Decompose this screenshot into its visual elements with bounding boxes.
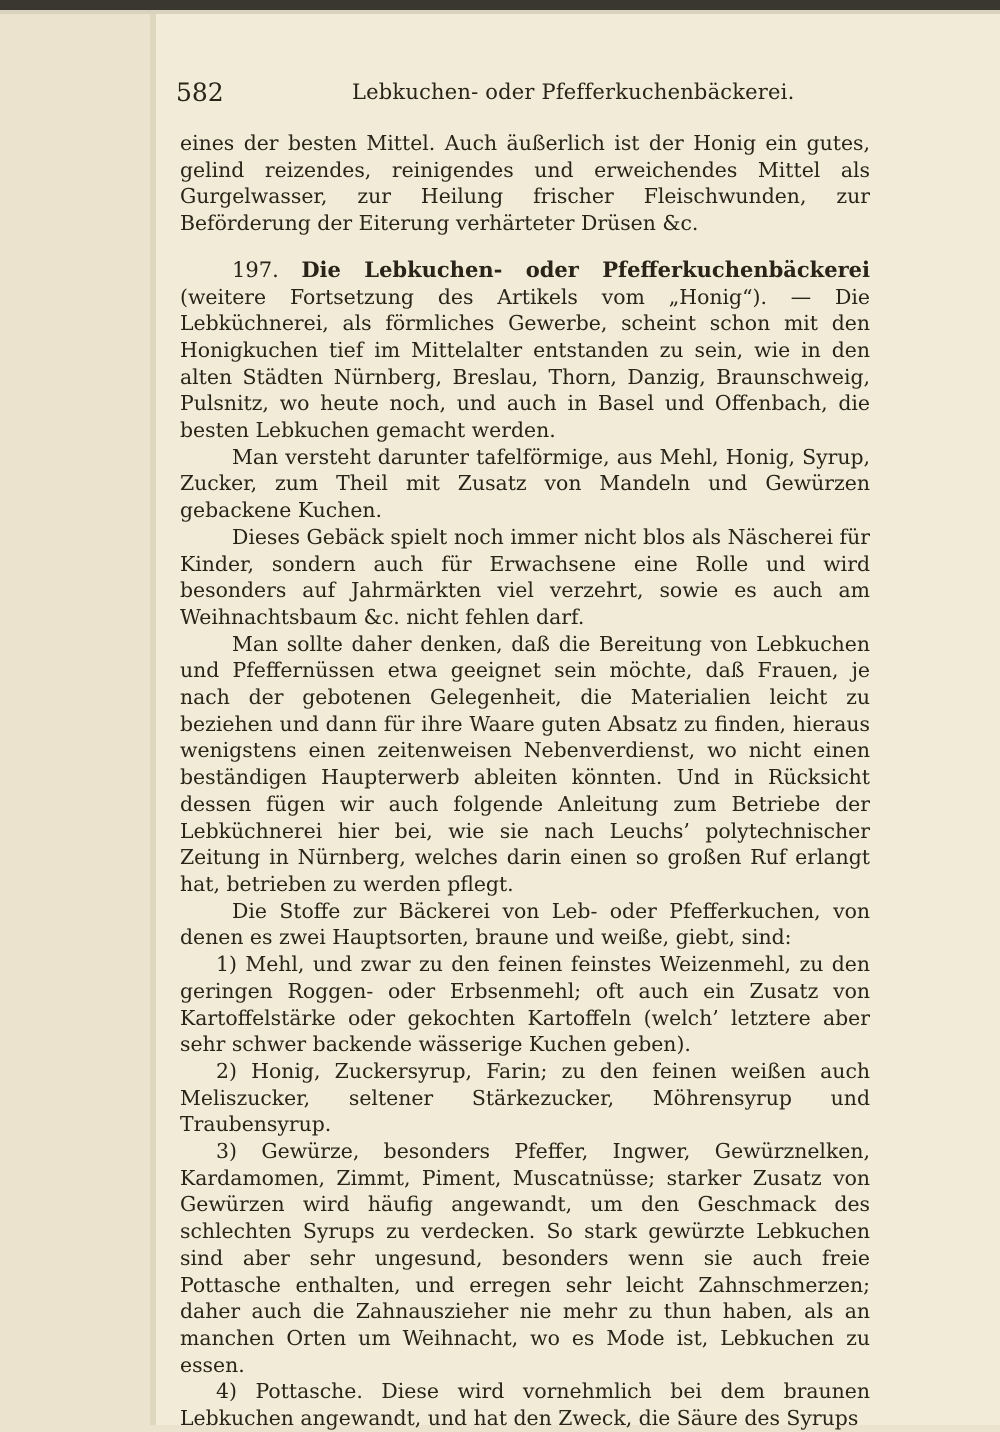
running-title: Lebkuchen- oder Pfefferkuchenbäckerei. <box>352 80 795 104</box>
page-number: 582 <box>176 78 224 107</box>
section-number: 197. <box>232 257 279 282</box>
paragraph-continuation: eines der besten Mittel. Auch äußerlich ist der Honig ein gutes, gelind reizendes, reinigendes und erweichendes Mittel als Gurgelwasser, zur Heilung frischer Fleischwunden, zur Beförderung der Eiterung verhärteter Drüsen &c. <box>180 131 870 236</box>
paragraph: Dieses Gebäck spielt noch immer nicht blos als Näscherei für Kinder, sondern auch für Erwachsene eine Rolle und wird besonders auf Jahrmärkten viel verzehrt, sowie es auch am Weihnachtsbaum &c. nicht fehlen darf. <box>180 524 870 629</box>
list-item-gewuerze: 3) Gewürze, besonders Pfeffer, Ingwer, Gewürznelken, Kardamomen, Zimmt, Piment, Muscatnüsse; starker Zusatz von Gewürzen wird häufig angewandt, um den Geschmack des schlechten Syrups zu verdecken. So stark gewürzte Lebkuchen sind aber sehr ungesund, besonders wenn sie auch freie Pottasche enthalten, und erregen sehr leicht Zahnschmerzen; daher auch die Zahnauszieher nie mehr zu thun haben, als an manchen Orten um Weihnacht, wo es Mode ist, Lebkuchen zu essen. <box>180 1139 870 1377</box>
body-text <box>180 130 870 1432</box>
paragraph: Man versteht darunter tafelförmige, aus Mehl, Honig, Syrup, Zucker, zum Theil mit Zusatz von Mandeln und Gewürzen gebackene Kuchen. <box>180 444 870 523</box>
paragraph: Man sollte daher denken, daß die Bereitung von Lebkuchen und Pfeffernüssen etwa geeignet sein möchte, daß Frauen, je nach der gebotenen Gelegenheit, die Materialien leicht zu beziehen und dann für ihre Waare guten Absatz zu finden, hieraus wenigstens einen zeitenweisen Nebenverdienst, wo nicht einen beständigen Haupterwerb ableiten könnten. Und in Rücksicht dessen fügen wir auch folgende Anleitung zum Betriebe der Lebküchnerei hier bei, wie sie nach Leuchs’ polytechnischer Zeitung in Nürnberg, welches darin einen so großen Ruf erlangt hat, betrieben zu werden pflegt. <box>180 631 870 896</box>
section-text: (weitere Fortsetzung des Artikels vom „Honig“). — Die Lebküchnerei, als förmliches Gewerbe, scheint schon mit den Honigkuchen tief im Mittelalter entstanden zu sein, wie in den alten Städten Nürnberg, Breslau, Thorn, Danzig, Braunschweig, Pulsnitz, wo heute noch, und auch in Basel und Offenbach, die besten Lebkuchen gemacht werden. <box>180 284 870 443</box>
scanner-top-border <box>0 0 1000 10</box>
list-item-mehl: 1) Mehl, und zwar zu den feinen feinstes Weizenmehl, zu den geringen Roggen- oder Erbsenmehl; oft auch ein Zusatz von Kartoffelstärke oder gekochten Kartoffeln (welch’ letztere aber sehr schwer backende wässerige Kuchen geben). <box>180 952 870 1057</box>
list-item-pottasche: 4) Pottasche. Diese wird vornehmlich bei dem braunen Lebkuchen angewandt, und hat den Zweck, die Säure des Syrups <box>180 1379 870 1431</box>
page-header <box>176 78 876 118</box>
section-197 <box>180 257 870 444</box>
paragraph: Die Stoffe zur Bäckerei von Leb- oder Pfefferkuchen, von denen es zwei Hauptsorten, braune und weiße, giebt, sind: <box>180 898 870 950</box>
list-item-honig: 2) Honig, Zuckersyrup, Farin; zu den feinen weißen auch Meliszucker, seltener Stärkezucker, Möhrensyrup und Traubensyrup. <box>180 1058 870 1137</box>
page-gutter-edge <box>150 14 156 1425</box>
section-title: Die Lebkuchen- oder Pfefferkuchenbäckerei <box>301 256 870 282</box>
